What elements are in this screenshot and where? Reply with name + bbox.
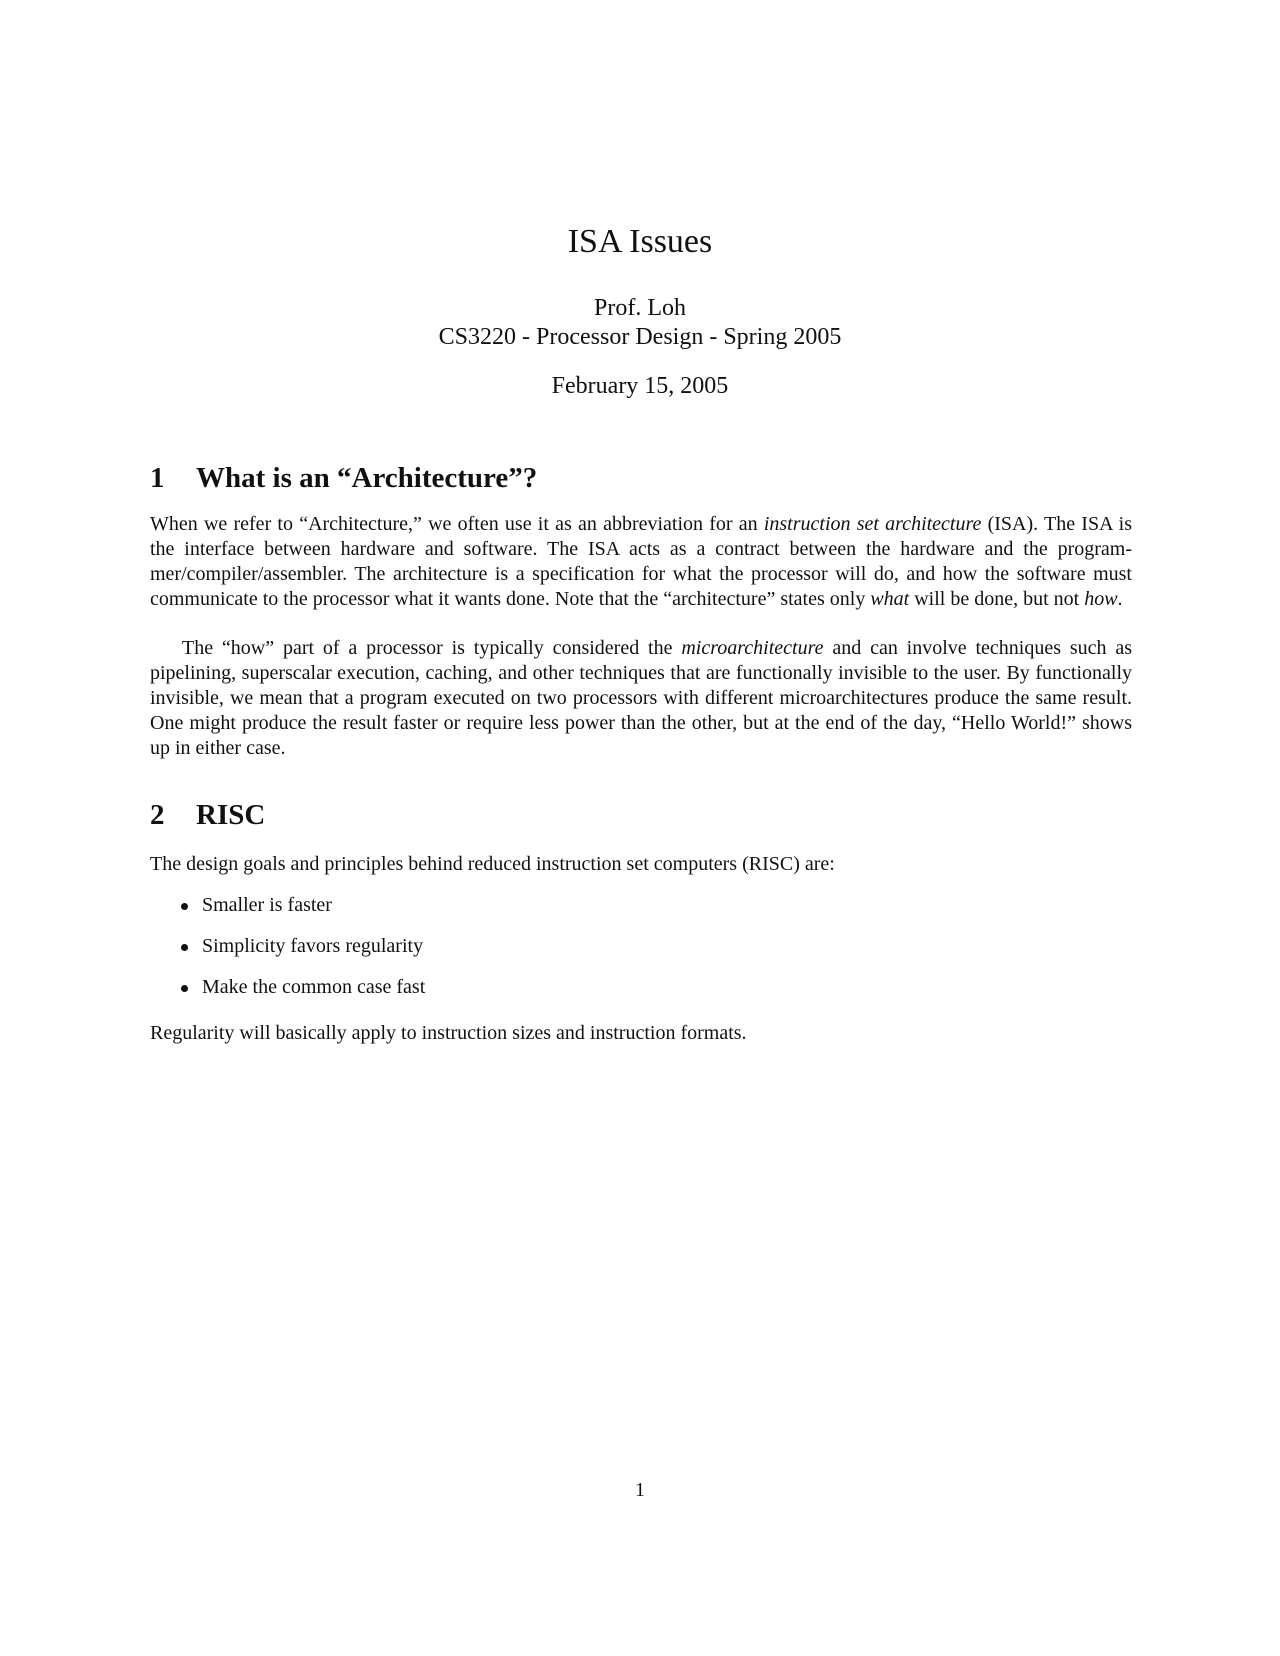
italic-term: microarchitecture — [681, 637, 824, 659]
author-line: Prof. Loh — [594, 295, 686, 321]
page-number: 1 — [635, 1479, 645, 1501]
risc-principles-list — [178, 893, 425, 1016]
italic-term: what — [870, 588, 910, 610]
section-1-heading — [150, 461, 537, 495]
date-line: February 15, 2005 — [551, 373, 729, 399]
italic-term: how — [1084, 588, 1118, 610]
list-item — [178, 934, 425, 959]
list-item — [178, 975, 425, 1000]
italic-term: instruction set architecture — [763, 513, 982, 535]
section-title: What is an “Architecture”? — [196, 462, 538, 494]
list-item-text: Make the common case fast — [202, 976, 426, 998]
section-number: 1 — [150, 462, 165, 494]
bullet-icon — [181, 985, 188, 992]
section-2-heading — [150, 798, 265, 832]
text-run: will be done, but not — [909, 588, 1085, 610]
bullet-icon — [181, 944, 188, 951]
section-number: 2 — [150, 799, 165, 831]
section-1-paragraph-2 — [150, 636, 1132, 761]
text-run: . — [1117, 588, 1123, 610]
section-2-closing: Regularity will basically apply to instruction sizes and instruction formats. — [150, 1022, 747, 1044]
text-run: When we refer to “Architecture,” we often use it as an abbreviation for an — [150, 513, 764, 535]
section-title: RISC — [196, 799, 266, 831]
section-2-intro: The design goals and principles behind reduced instruction set computers (RISC) are: — [150, 853, 835, 875]
text-run: and can involve techniques such as pipelining, superscalar execution, caching, and other techniques that are functionally invisible to the user. By functionally invisible, we mean that a program executed on two processors with different microarchitectures produce the same result. One might produce the result faster or require less power than the other, but at the end of the day, “Hello World!” shows up in either case. — [150, 637, 1133, 759]
list-item-text: Smaller is faster — [202, 894, 332, 916]
paper-title: ISA Issues — [567, 223, 713, 260]
course-line: CS3220 - Processor Design - Spring 2005 — [438, 324, 842, 350]
text-run: (ISA). The ISA is the interface between hardware and software. The ISA acts as a contract between the hardware and the program-mer/compiler/assembler. The architecture is a specification for what the processor will do, and how the software must communicate to the processor what it wants done. Note that the “architecture” states only — [150, 513, 1132, 610]
list-item-text: Simplicity favors regularity — [202, 935, 424, 957]
bullet-icon — [181, 903, 188, 910]
section-1-paragraph-1 — [150, 512, 1132, 612]
list-item — [178, 893, 425, 918]
text-run: The “how” part of a processor is typically considered the — [182, 637, 682, 659]
